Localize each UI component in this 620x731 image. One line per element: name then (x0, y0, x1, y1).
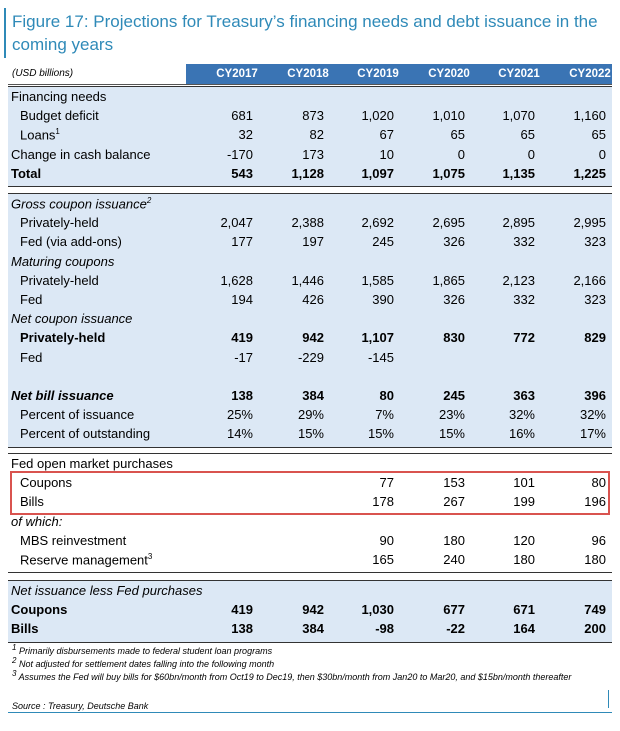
table-row (8, 329, 612, 348)
cell-cy2018: 873 (302, 108, 324, 124)
row-label: Fed (20, 349, 43, 365)
footnote-number: 2 (12, 656, 17, 665)
row-label: Net coupon issuance (11, 311, 133, 327)
cell-cy2020: 326 (443, 292, 465, 307)
section-divider (8, 447, 612, 448)
cell-cy2017: 14% (226, 426, 253, 442)
year-header-cy2017: CY2017 (216, 68, 258, 80)
cell-cy2017: 681 (231, 108, 253, 124)
cell-cy2022: 2,166 (573, 272, 606, 288)
cell-cy2022: 2,995 (573, 215, 606, 231)
cell-cy2022: 196 (584, 494, 606, 510)
cell-cy2022: 1,160 (573, 108, 606, 124)
cell-cy2022: 0 (598, 146, 606, 162)
table-row (8, 425, 612, 444)
table-row (8, 165, 612, 184)
cell-cy2020: 65 (450, 127, 465, 143)
cell-cy2020: 0 (457, 146, 465, 162)
cell-cy2020: 677 (443, 602, 465, 618)
footnote-text: Not adjusted for settlement dates falling into the following month (16, 659, 275, 669)
footer-rule (8, 712, 612, 713)
table-row (8, 349, 612, 368)
cell-cy2017: -170 (226, 146, 253, 162)
unit-label: (USD billions) (12, 68, 74, 79)
table-row (8, 406, 612, 425)
footnote-number: 1 (12, 643, 17, 652)
cell-cy2020: 1,075 (432, 165, 465, 181)
cell-cy2020: 2,695 (432, 215, 465, 231)
table-row (8, 88, 612, 107)
cell-cy2019: -98 (375, 621, 394, 637)
cell-cy2020: 830 (443, 330, 465, 346)
cell-cy2022: 829 (584, 330, 606, 346)
footnote-text: Primarily disbursements made to federal student loan programs (16, 646, 273, 656)
row-label: Privately-held (20, 330, 106, 346)
row-label: Fed (20, 292, 43, 307)
cell-cy2019: 80 (379, 388, 394, 403)
cell-cy2017: 419 (231, 602, 253, 618)
row-label: Budget deficit (20, 108, 99, 124)
row-label: of which: (11, 513, 63, 529)
cell-cy2018: 1,446 (291, 272, 324, 288)
cell-cy2018: 384 (302, 621, 324, 637)
year-header-cy2021: CY2021 (498, 68, 540, 80)
table-row (8, 253, 612, 272)
cell-cy2017: 2,047 (220, 215, 253, 231)
cell-cy2020: 153 (443, 475, 465, 491)
table-row (8, 146, 612, 165)
cell-cy2018: 426 (302, 292, 324, 307)
section-divider (8, 193, 612, 194)
cell-cy2018: 384 (302, 388, 324, 403)
footnote-marker: 3 (147, 552, 153, 561)
cell-cy2018: 942 (302, 602, 324, 618)
cell-cy2022: 17% (579, 426, 606, 442)
table-row (8, 233, 612, 252)
cell-cy2019: 10 (379, 146, 394, 162)
cell-cy2018: 173 (302, 146, 324, 162)
table-header (8, 64, 612, 84)
cell-cy2019: 178 (372, 494, 394, 510)
cell-cy2022: 180 (584, 552, 606, 567)
row-label: Percent of outstanding (20, 426, 151, 442)
cell-cy2021: 332 (513, 292, 535, 307)
year-header-cy2018: CY2018 (287, 68, 329, 80)
highlight-box (10, 471, 610, 515)
row-label: Maturing coupons (11, 253, 115, 269)
cell-cy2020: 326 (443, 234, 465, 250)
cell-cy2018: -229 (297, 349, 324, 365)
year-header-cy2022: CY2022 (569, 68, 611, 80)
cell-cy2020: 180 (443, 532, 465, 548)
cell-cy2019: 67 (379, 127, 394, 143)
cell-cy2017: -17 (234, 349, 253, 365)
table-row (8, 214, 612, 233)
table-row (8, 368, 612, 387)
row-label: Privately-held (20, 272, 99, 288)
row-label: Gross coupon issuance$^2$ (11, 196, 152, 212)
cell-cy2019: 1,020 (361, 108, 394, 124)
cell-cy2019: 2,692 (361, 215, 394, 231)
source-note: Source : Treasury, Deutsche Bank (12, 701, 149, 711)
table-row (8, 551, 612, 570)
cell-cy2017: 1,628 (220, 272, 253, 288)
cell-cy2022: 396 (584, 388, 606, 403)
cell-cy2017: 138 (231, 388, 253, 403)
row-label: Fed open market purchases (11, 456, 173, 471)
cell-cy2017: 419 (231, 330, 253, 346)
table-row (8, 195, 612, 214)
cell-cy2021: 101 (513, 475, 535, 491)
cell-cy2020: 1,865 (432, 272, 465, 288)
cell-cy2017: 194 (231, 292, 253, 307)
table-row (8, 620, 612, 639)
section-divider (8, 580, 612, 581)
table-row (8, 291, 612, 310)
cell-cy2018: 82 (309, 127, 324, 143)
table-row (8, 513, 612, 532)
cell-cy2019: 77 (379, 475, 394, 491)
cell-cy2020: 267 (443, 494, 465, 510)
cell-cy2021: 2,123 (502, 272, 535, 288)
footnote-text: Assumes the Fed will buy bills for $60bn/month from Oct19 to Dec19, then $30bn/month from Jan20 to Mar20, and $15bn/month thereafter (16, 672, 572, 682)
title-accent-bar (4, 8, 6, 58)
cell-cy2019: 15% (367, 426, 394, 442)
table-row (8, 601, 612, 620)
cell-cy2021: 32% (508, 407, 535, 423)
cell-cy2022: 96 (591, 532, 606, 548)
table-row (8, 272, 612, 291)
cell-cy2021: 2,895 (502, 215, 535, 231)
section-divider (8, 186, 612, 187)
row-label: Net bill issuance (11, 388, 114, 403)
cell-cy2019: 90 (379, 532, 394, 548)
cell-cy2017: 138 (231, 621, 253, 637)
year-header-band (186, 64, 612, 84)
cell-cy2020: 1,010 (432, 108, 465, 124)
cell-cy2021: 180 (513, 552, 535, 567)
section-divider (8, 572, 612, 573)
cell-cy2019: 1,030 (361, 602, 394, 618)
cell-cy2018: 2,388 (291, 215, 324, 231)
table-row (8, 532, 612, 551)
cell-cy2021: 332 (513, 234, 535, 250)
footer-rule-vertical (608, 690, 609, 708)
cell-cy2019: 390 (372, 292, 394, 307)
cell-cy2019: 1,097 (361, 165, 394, 181)
cell-cy2018: 15% (297, 426, 324, 442)
cell-cy2022: 32% (579, 407, 606, 423)
cell-cy2020: 23% (438, 407, 465, 423)
year-header-cy2019: CY2019 (357, 68, 399, 80)
cell-cy2017: 543 (231, 165, 253, 181)
row-label: MBS reinvestment (20, 532, 127, 548)
row-label: Financing needs (11, 89, 107, 104)
row-label: Bills (20, 494, 44, 510)
table-row (8, 107, 612, 126)
row-label: Percent of issuance (20, 407, 135, 423)
cell-cy2020: 245 (443, 388, 465, 403)
cell-cy2022: 749 (584, 602, 606, 618)
cell-cy2019: 7% (375, 407, 394, 423)
cell-cy2022: 80 (591, 475, 606, 491)
cell-cy2020: -22 (446, 621, 465, 637)
cell-cy2021: 1,070 (502, 108, 535, 124)
cell-cy2017: 25% (226, 407, 253, 423)
footnote-marker: 2 (146, 196, 152, 205)
row-label: Change in cash balance (11, 146, 151, 162)
cell-cy2020: 240 (443, 552, 465, 567)
year-header-cy2020: CY2020 (428, 68, 470, 80)
row-label: Bills (11, 621, 39, 637)
cell-cy2019: 1,585 (361, 272, 394, 288)
section-divider (8, 86, 612, 87)
table-row (8, 582, 612, 601)
row-label: Fed (via add-ons) (20, 234, 122, 250)
cell-cy2021: 363 (513, 388, 535, 403)
cell-cy2022: 1,225 (573, 165, 606, 181)
cell-cy2019: -145 (367, 349, 394, 365)
row-label: Coupons (20, 475, 73, 491)
cell-cy2017: 177 (231, 234, 253, 250)
cell-cy2018: 197 (302, 234, 324, 250)
section-divider (8, 453, 612, 454)
cell-cy2021: 0 (527, 146, 535, 162)
cell-cy2017: 32 (238, 127, 253, 143)
row-label: Total (11, 165, 42, 181)
figure-title: Figure 17: Projections for Treasury’s financing needs and debt issuance in the coming years (12, 12, 598, 54)
cell-cy2021: 65 (520, 127, 535, 143)
cell-cy2022: 323 (584, 234, 606, 250)
table-row (8, 126, 612, 145)
cell-cy2019: 1,107 (361, 330, 394, 346)
header-underline (8, 84, 612, 85)
cell-cy2019: 245 (372, 234, 394, 250)
cell-cy2021: 16% (508, 426, 535, 442)
cell-cy2022: 200 (584, 621, 606, 637)
row-label: Net issuance less Fed purchases (11, 583, 203, 598)
cell-cy2019: 165 (372, 552, 394, 567)
cell-cy2020: 15% (438, 426, 465, 442)
row-label: Reserve management$^3$ (20, 552, 153, 568)
cell-cy2021: 671 (513, 602, 535, 618)
cell-cy2022: 65 (591, 127, 606, 143)
row-label: Loans$^1$ (20, 127, 60, 143)
cell-cy2022: 323 (584, 292, 606, 307)
cell-cy2021: 164 (513, 621, 535, 637)
cell-cy2021: 772 (513, 330, 535, 346)
footnote (12, 668, 612, 683)
footnote-marker: 1 (55, 127, 60, 137)
footnote-number: 3 (12, 669, 17, 678)
cell-cy2018: 29% (297, 407, 324, 423)
row-label: Coupons (11, 602, 68, 618)
cell-cy2018: 1,128 (291, 165, 324, 181)
cell-cy2018: 942 (302, 330, 324, 346)
table-row (8, 310, 612, 329)
cell-cy2021: 199 (513, 494, 535, 510)
cell-cy2021: 120 (513, 532, 535, 548)
row-label: Privately-held (20, 215, 99, 231)
cell-cy2021: 1,135 (502, 165, 535, 181)
table-row (8, 387, 612, 406)
